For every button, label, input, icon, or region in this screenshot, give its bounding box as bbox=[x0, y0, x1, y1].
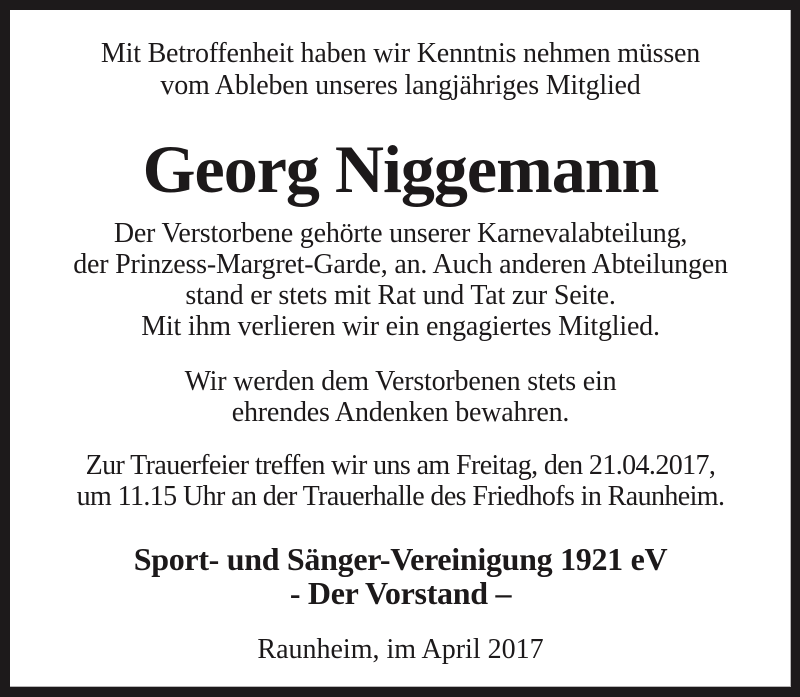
dateline: Raunheim, im April 2017 bbox=[257, 634, 544, 665]
tribute-line-3: stand er stets mit Rat und Tat zur Seite. bbox=[185, 280, 616, 311]
tribute-line-2: der Prinzess-Margret-Garde, an. Auch anderen Abteilungen bbox=[73, 249, 728, 280]
funeral-info-line-1: Zur Trauerfeier treffen wir uns am Freitag, den 21.04.2017, bbox=[85, 450, 716, 481]
tribute-line-4: Mit ihm verlieren wir ein engagiertes Mitglied. bbox=[141, 311, 660, 342]
signature-board: - Der Vorstand – bbox=[289, 575, 512, 611]
remembrance-paragraph bbox=[10, 366, 791, 428]
remembrance-line-2: ehrendes Andenken bewahren. bbox=[231, 397, 570, 428]
tribute-line-1: Der Verstorbene gehörte unserer Karnevalabteilung, bbox=[113, 218, 688, 249]
funeral-info-line-2: um 11.15 Uhr an der Trauerhalle des Friedhofs in Raunheim. bbox=[76, 481, 725, 512]
funeral-info-paragraph bbox=[10, 450, 791, 512]
intro-line-1: Mit Betroffenheit haben wir Kenntnis nehmen müssen bbox=[100, 38, 701, 69]
remembrance-line-1: Wir werden dem Verstorbenen stets ein bbox=[184, 366, 617, 397]
obituary-sheet bbox=[10, 10, 791, 687]
signature-block bbox=[10, 542, 791, 610]
intro-paragraph bbox=[10, 38, 791, 102]
signature-organization: Sport- und Sänger-Vereinigung 1921 eV bbox=[133, 541, 668, 577]
intro-line-2: vom Ableben unseres langjähriges Mitglied bbox=[160, 70, 641, 101]
deceased-name: Georg Niggemann bbox=[142, 131, 659, 207]
tribute-paragraph bbox=[10, 218, 791, 342]
